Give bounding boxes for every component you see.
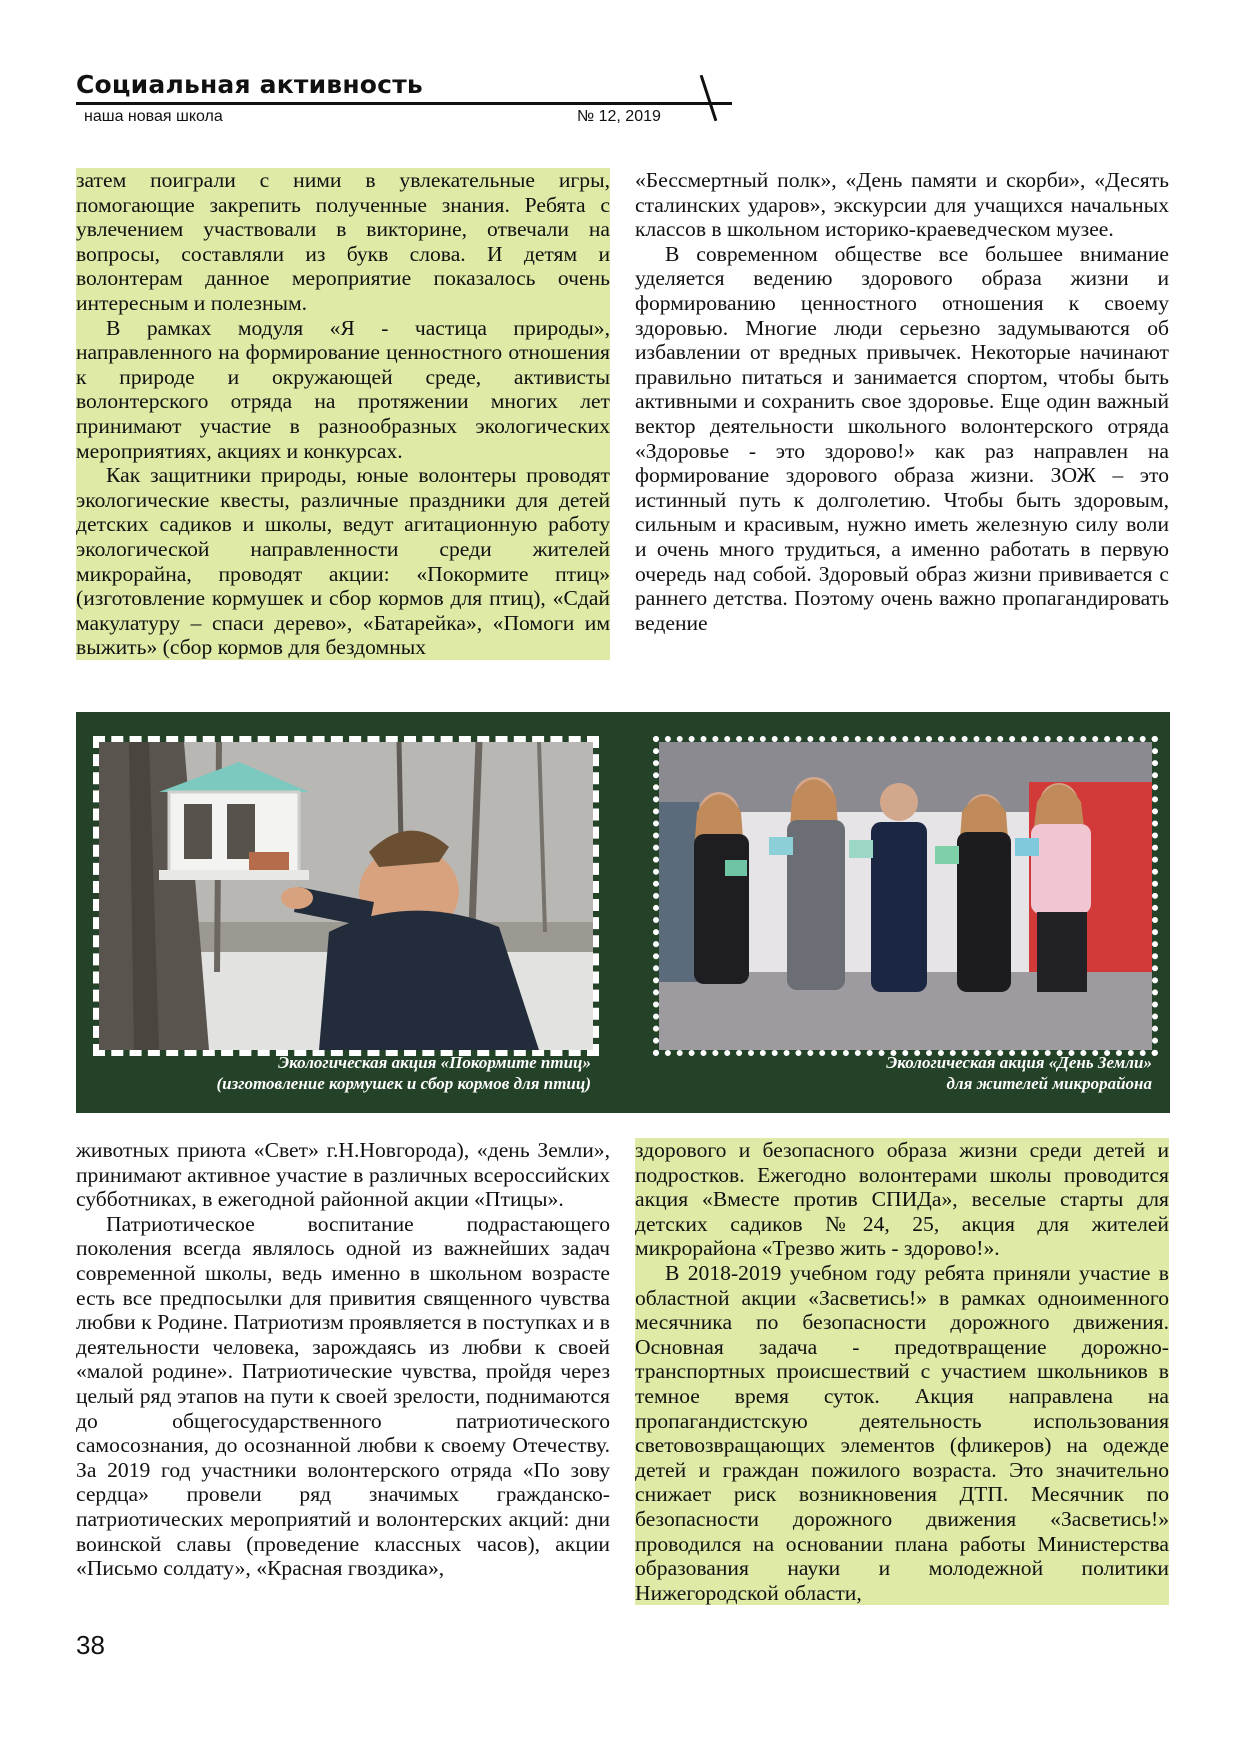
caption-line: (изготовление кормушек и сбор кормов для птиц) (216, 1074, 591, 1093)
article-column-top-right (635, 168, 1169, 635)
header-rule (76, 102, 732, 105)
article-column-top-left (76, 168, 610, 660)
caption-line: для жителей микрорайона (946, 1074, 1152, 1093)
caption-earth-day (632, 1052, 1152, 1094)
caption-line: Экологическая акция «День Земли» (886, 1053, 1152, 1072)
header-slash-mark (700, 75, 718, 122)
paragraph: затем поиграли с ними в увлекательные игры, помогающие закрепить полученные знания. Ребята с увлечением участвовали в викторине, отвечали на вопросы, составляли из букв слова. И детям и волонтерам данное мероприятие показалось очень интересным и полезным. (76, 168, 610, 315)
photo-bird-feeder-illustration (99, 742, 593, 1050)
photo-earth-day-group (653, 736, 1158, 1056)
issue-number: № 12, 2019 (577, 108, 661, 125)
section-title: Социальная активность (76, 70, 423, 99)
paragraph: В рамках модуля «Я - частица природы», направленного на формирование ценностного отношения к природе и окружающей среде, активисты волонтерского отряда на протяжении многих лет принимают участие в разнообразных экологических мероприятиях, акциях и конкурсах. (76, 315, 610, 463)
caption-bird-feeder (71, 1052, 591, 1094)
article-column-bottom-right (635, 1138, 1169, 1605)
caption-line: Экологическая акция «Покормите птиц» (278, 1053, 591, 1072)
photo-earth-day-illustration (659, 742, 1152, 1050)
paragraph: животных приюта «Свет» г.Н.Новгорода), «день Земли», принимают активное участие в различных всероссийских субботниках, в ежегодной районной акции «Птицы». (76, 1138, 610, 1212)
paragraph: Как защитники природы, юные волонтеры проводят экологические квесты, различные праздники для детей детских садиков и школы, ведут агитационную работу экологической направленности среди жителей микрорайна, проводят акции: «Покормите птиц» (изготовление кормушек и сбор кормов для птиц), «Сдай макулатуру – спаси дерево», «Батарейка», «Помоги им выжить» (сбор кормов для бездомных (76, 463, 610, 660)
page-number: 38 (76, 1630, 105, 1660)
paragraph: В современном обществе все большее внимание уделяется ведению здорового образа жизни и формированию ценностного отношения к своему здоровью. Многие люди серьезно задумываются об избавлении от вредных привычек. Некоторые начинают правильно питаться и занимается спортом, чтобы быть активными и сохранить свое здоровье. Еще один важный вектор деятельности школьного волонтерского отряда «Здоровье - это здорово!» как раз направлен на формирование здорового образа жизни. ЗОЖ – это истинный путь к долголетию. Чтобы быть здоровым, сильным и красивым, нужно иметь железную силу воли и очень много трудиться, а именно работать в первую очередь над собой. Здоровый образ жизни прививается с раннего детства. Поэтому очень важно пропагандировать ведение (635, 241, 1169, 635)
paragraph: здорового и безопасного образа жизни среди детей и подростков. Ежегодно волонтерами школы проводится акция «Вместе против СПИДа», веселые старты для детских садиков №24, 25, акция для жителей микрорайона «Трезво жить - здорово!». (635, 1138, 1169, 1261)
photo-bird-feeder (93, 736, 599, 1056)
paragraph: «Бессмертный полк», «День памяти и скорби», «Десять сталинских ударов», экскурсии для учащихся начальных классов в школьном историко-краеведческом музее. (635, 168, 1169, 242)
photo-band (76, 712, 1170, 1113)
paragraph: В 2018-2019 учебном году ребята приняли участие в областной акции «Засветись!» в рамках одноименного месячника по безопасности дорожного движения. Основная задача - предотвращение дорожно-транспортных происшествий с участием школьников в темное время суток. Акция направлена на пропагандистскую деятельность использования световозвращающих элементов (фликеров) на одежде детей и граждан пожилого возраста. Это значительно снижает риск возникновения ДТП. Месячник по безопасности дорожного движения «Засветись!» проводился на основании плана работы Министерства образования науки и молодежной политики Нижегородской области, (635, 1260, 1169, 1605)
article-column-bottom-left (76, 1138, 610, 1581)
paragraph: Патриотическое воспитание подрастающего поколения всегда являлось одной из важнейших задач современной школы, ведь именно в школьном возрасте есть все предпосылки для привития священного чувства любви к Родине. Патриотизм проявляется в поступках и в деятельности человека, зарождаясь из любви к своей «малой родине». Патриотические чувства, пройдя через целый ряд этапов на пути к своей зрелости, поднимаются до общегосударственного патриотического самосознания, до осознанной любви к своему Отечеству. За 2019 год участники волонтерского отряда «По зову сердца» провели ряд значимых гражданско-патриотических мероприятий и волонтерских акций: дни воинской славы (проведение классных часов), акции «Письмо солдату», «Красная гвоздика», (76, 1211, 610, 1581)
publication-name: наша новая школа (84, 108, 223, 125)
